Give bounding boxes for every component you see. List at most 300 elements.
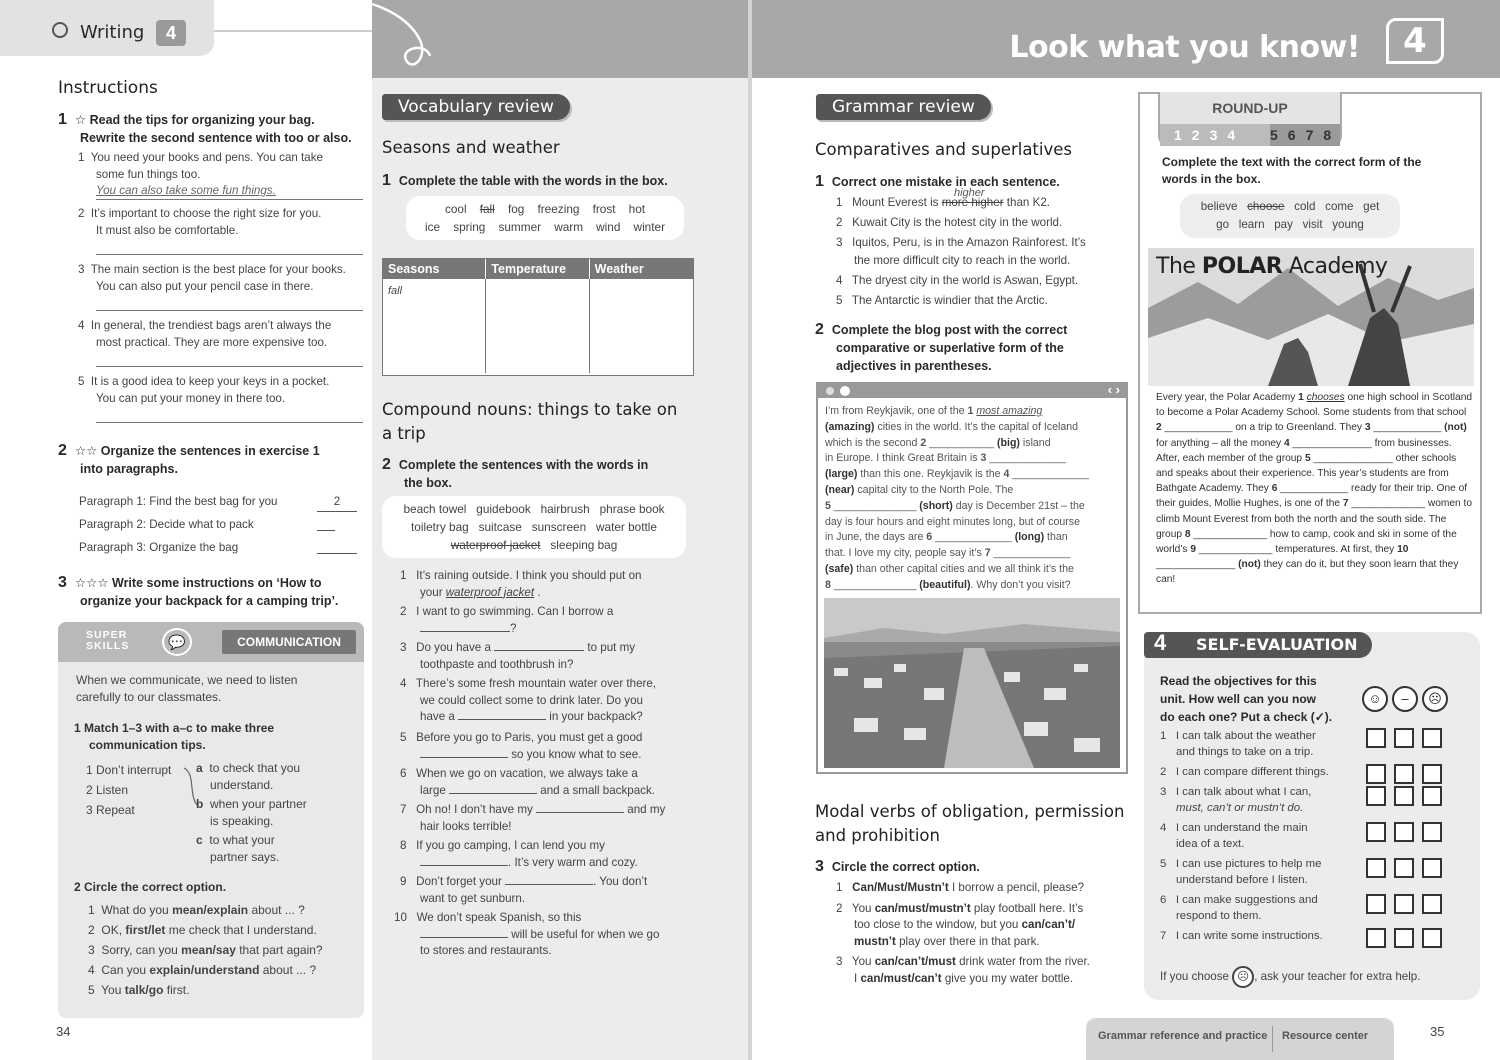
grammar-ex2-instructions (815, 321, 1125, 375)
rating-faces (1362, 686, 1448, 712)
communication-label: COMMUNICATION (222, 630, 356, 654)
item-number: 3 (88, 943, 95, 957)
item-text: I can write some instructions. (1175, 930, 1323, 942)
item-text: It’s raining outside. I think you should put on (416, 569, 642, 582)
objective-item (1160, 784, 1480, 820)
objective-item (1160, 764, 1480, 784)
word: toiletry bag (411, 520, 469, 534)
super-skills-panel (58, 622, 364, 1018)
modal-verbs-heading (815, 800, 1135, 848)
word-box-weather (406, 196, 684, 240)
list-item (78, 318, 363, 374)
item-text: Oh no! I don’t have my (416, 803, 533, 816)
item-text: play football here. It’s (970, 901, 1084, 915)
exercise-number: 1 (382, 172, 391, 189)
item-number: 1 (88, 903, 95, 917)
match-item: 3 Repeat (86, 803, 135, 817)
item-number: 2 (88, 923, 95, 937)
check-box[interactable] (1366, 928, 1386, 948)
instruction-text: the box. (404, 476, 452, 490)
item-text: want to get sunburn. (420, 891, 526, 905)
item-text: If you go camping, I can lend you my (416, 839, 605, 852)
item-text: You (101, 983, 125, 997)
exercise-number: 2 (815, 321, 824, 338)
item-text: In general, the trendiest bags aren’t always the (90, 319, 332, 332)
exercise-2-instructions (58, 442, 358, 478)
item-text: most practical. They are more expensive too. (96, 335, 328, 349)
option-choice[interactable]: mustn’t (854, 934, 896, 948)
word: summer (498, 220, 542, 234)
match-text: partner says. (210, 849, 280, 864)
item-number: 3 (1160, 786, 1167, 798)
vocab-ex2-sentences (394, 568, 690, 964)
self-evaluation-panel (1144, 632, 1480, 1000)
match-text: when your partner (210, 797, 307, 811)
self-eval-instructions (1160, 672, 1360, 726)
check-box[interactable] (1394, 928, 1414, 948)
comm-ex1-instructions (74, 720, 354, 754)
list-item (78, 150, 363, 206)
answer-blank[interactable] (458, 709, 546, 720)
item-number: 2 (836, 216, 843, 229)
instruction-text: Read the tips for organizing your bag. (89, 113, 315, 127)
item-number: 4 (88, 963, 95, 977)
item-text: Can you (101, 963, 150, 977)
item-text: in your backpack? (549, 710, 643, 723)
instruction-text: Organize the sentences in exercise 1 (100, 444, 320, 458)
unit-num: 1 (1174, 127, 1192, 143)
item-text: Paragraph 2: Decide what to pack (79, 518, 254, 531)
item-text: . You don’t (593, 875, 648, 888)
list-item (78, 374, 363, 430)
blog-post-window (816, 382, 1128, 774)
exercise-1-instructions (58, 111, 358, 147)
item-text: There’s some fresh mountain water over there, (415, 677, 657, 690)
list-item (78, 262, 363, 318)
word: sleeping bag (550, 538, 618, 552)
item-text: and my (627, 803, 666, 816)
instruction-text: Correct one mistake in each sentence. (831, 175, 1060, 189)
intro-text: carefully to our classmates. (76, 689, 222, 704)
item-text: . It’s very warm and cozy. (508, 855, 638, 869)
item-text: When we go on vacation, we always take a (416, 767, 638, 780)
answer-blank[interactable] (420, 927, 508, 938)
example-answer: You can also take some fun things. (96, 184, 276, 197)
answer-field[interactable]: 2 (317, 494, 357, 512)
list-item (836, 292, 1136, 310)
column-header: Temperature (486, 259, 589, 279)
item-text: Paragraph 3: Organize the bag (79, 541, 239, 554)
item-text: . (537, 585, 541, 599)
answer-line[interactable] (96, 199, 363, 200)
option-choice[interactable]: can/must/can’t (860, 971, 942, 985)
item-text: me check that I understand. (165, 923, 317, 937)
vocab-ex2-instructions (382, 456, 742, 492)
sad-face-icon: ☹ (1232, 966, 1254, 988)
table-cell[interactable] (486, 279, 589, 373)
answer-field[interactable] (317, 540, 357, 554)
answer-line[interactable] (96, 366, 363, 367)
item-text: have a (420, 710, 455, 723)
sentence-item (400, 568, 690, 604)
word: water bottle (595, 520, 657, 534)
super-skills-header (58, 622, 364, 662)
item-text: drink water from the river. (955, 955, 1090, 968)
arrows-icon[interactable]: ‹ › (1107, 382, 1120, 397)
item-number: 10 (394, 911, 407, 924)
item-text: You can also put your pencil case in there. (96, 279, 314, 293)
roundup-instructions (1162, 154, 1462, 188)
item-text: The dryest city in the world is Aswan, Egypt. (851, 274, 1079, 287)
item-number: 1 (400, 569, 407, 582)
progress-numbers (1160, 124, 1340, 146)
check-box[interactable] (1394, 894, 1414, 914)
objective-item (1160, 892, 1480, 928)
instruction-text: Write some instructions on ‘How to (112, 576, 322, 590)
item-text: I can use pictures to help me (1175, 858, 1322, 870)
completed-units (1160, 124, 1270, 146)
item-text: You (851, 901, 875, 915)
item-text: I can understand the main (1175, 822, 1308, 834)
unit-num: 4 (1227, 127, 1246, 143)
check-box[interactable] (1366, 894, 1386, 914)
option-choice[interactable]: explain/understand (149, 963, 260, 977)
word: warm (554, 220, 584, 234)
word: suitcase (478, 520, 522, 534)
answer-field[interactable] (317, 517, 335, 531)
option-choice[interactable]: Can/Must/Mustn’t (852, 881, 949, 894)
example-answer[interactable]: waterproof jacket (445, 585, 535, 599)
table-row (383, 279, 693, 373)
title-text: POLAR (1201, 254, 1283, 279)
answer-blank[interactable] (505, 874, 593, 885)
list-item (836, 194, 1136, 212)
instruction-text: communication tips. (89, 738, 206, 752)
exercise-number: 2 (58, 442, 67, 459)
word: come (1325, 200, 1354, 213)
instruction-text: Circle the correct option. (831, 860, 980, 874)
answer-line[interactable] (96, 254, 363, 255)
instruction-text: 1 Match 1–3 with a–c to make three (74, 721, 275, 735)
sentence-item (400, 730, 690, 766)
star-icon: ☆☆ (74, 444, 101, 458)
item-text: OK, (101, 923, 126, 937)
list-item (836, 234, 1136, 270)
page-number-left: 34 (56, 1024, 71, 1039)
item-number: 4 (400, 677, 407, 690)
grammar-ex3-list (836, 880, 1132, 987)
table-header-row (383, 259, 693, 279)
heading-text: a trip (382, 424, 426, 443)
item-text: Mount Everest is (852, 196, 942, 209)
check-box[interactable] (1422, 786, 1442, 806)
answer-blank[interactable] (420, 747, 508, 758)
neutral-face-icon: – (1392, 686, 1418, 712)
item-number: 7 (1160, 930, 1167, 942)
vocab-table (382, 258, 694, 376)
answer-blank[interactable] (494, 640, 584, 651)
item-number: 6 (400, 767, 407, 780)
match-letter: c (196, 833, 203, 847)
item-text: so you know what to see. (511, 747, 642, 761)
item-text: I (854, 971, 861, 985)
instruction-text: comparative or superlative form of the (836, 341, 1064, 355)
item-text: to stores and restaurants. (420, 944, 552, 957)
reykjavik-photo (824, 598, 1120, 768)
item-text: about ... ? (248, 903, 305, 917)
item-number: 6 (1160, 894, 1167, 906)
column-header: Weather (590, 259, 693, 279)
sentence-item (400, 874, 690, 910)
swirl-icon (52, 22, 68, 38)
roundup-panel (1138, 92, 1482, 614)
item-number: 7 (400, 803, 407, 816)
list-item (836, 272, 1136, 290)
vocab-ex1-instructions (382, 172, 742, 190)
table-cell[interactable] (590, 279, 693, 373)
item-text: You (851, 955, 875, 968)
column-header: Seasons (383, 259, 486, 279)
item-number: 4 (836, 274, 843, 287)
item-text: some fun things too. (96, 167, 201, 181)
answer-blank[interactable] (449, 783, 537, 794)
check-box[interactable] (1366, 858, 1386, 878)
word: hot (628, 202, 646, 216)
writing-tab (0, 0, 214, 56)
item-text: You need your books and pens. You can take (90, 151, 323, 164)
list-item: 3 You can/can’t/must drink water from the river. I can/must/can’t give you my water bottle. (836, 955, 1090, 985)
title-text: Academy (1282, 254, 1388, 279)
grammar-review-label: Grammar review (816, 94, 991, 120)
match-letter: a (196, 761, 203, 775)
instruction-text: Complete the blog post with the correct (831, 323, 1068, 337)
sentence-item (400, 766, 690, 802)
item-text: I can make suggestions and (1175, 894, 1318, 906)
list-item (88, 940, 358, 960)
match-item: 2 Listen (86, 783, 129, 797)
sentence-item (394, 910, 690, 964)
list-item: 1 Can/Must/Mustn’t I borrow a pencil, please? (836, 881, 1085, 894)
paragraph-list (79, 494, 359, 563)
exercise-number: 2 (382, 456, 391, 473)
item-number: 1 (836, 196, 843, 209)
item-text: The main section is the best place for your books. (90, 263, 346, 276)
check-box[interactable] (1422, 764, 1442, 784)
upcoming-units (1270, 124, 1340, 146)
option-choice[interactable]: can/can’t/ (1021, 918, 1076, 931)
item-text: I can compare different things. (1175, 766, 1329, 778)
check-box[interactable] (1366, 786, 1386, 806)
example-answer[interactable]: most amazing (976, 405, 1043, 417)
list-item (88, 960, 358, 980)
logo-text: SKILLS (86, 640, 130, 652)
check-box[interactable] (1366, 764, 1386, 784)
item-number: 1 (78, 151, 85, 164)
item-number: 4 (78, 319, 85, 332)
handwritten-correction: higher (954, 187, 985, 199)
word: sunscreen (531, 520, 587, 534)
polar-academy-text: Every year, the Polar Academy 1 chooses one high school in Scotland to become a Polar Academy School. Some students from that school 2 ____________ on a trip to Greenland. They 3 ____________ (not) for anything – all the money 4 ______________ from businesses. After, each member of the group 5 ______________ other schools and speaks about their experience. This year’s students are from Bathgate Academy. They 6 ____________ ready for their trip. One of their guides, Mollie Hughes, is one of the 7 _____________ women to climb Mount Everest from both the north and the south side. The group 8 _____________ how to camp, cook and ski in some of the world’s 9 _____________ temperatures. At first, they 10 ______________ (not) they can do it, but they soon learn that they can! (1156, 392, 1473, 586)
word: cool (444, 202, 467, 216)
word: guidebook (476, 502, 531, 516)
unit-number-badge: 4 (1386, 18, 1444, 64)
word: pay (1274, 218, 1293, 231)
item-number: 2 (400, 605, 407, 618)
item-text: and things to take on a trip. (1176, 746, 1314, 758)
page-title: Look what you know! (1009, 30, 1360, 65)
option-choice[interactable]: mean/say (181, 943, 236, 957)
objective-item (1160, 928, 1480, 964)
check-box[interactable] (1422, 728, 1442, 748)
option-choice[interactable]: can/must/mustn’t (874, 901, 971, 915)
match-left-list (86, 760, 196, 820)
answer-blank[interactable] (420, 621, 510, 632)
heading-text: and prohibition (815, 826, 940, 845)
word: hairbrush (540, 502, 590, 516)
grammar-ex1-list (836, 194, 1136, 310)
title-text: The (1156, 254, 1202, 279)
instruction-text: Complete the table with the words in the box. (398, 174, 668, 188)
item-text: we could collect some to drink later. Do you (420, 693, 643, 707)
comm-ex2-instructions: 2 Circle the correct option. (74, 880, 227, 894)
option-choice[interactable]: mean/explain (172, 903, 249, 917)
check-box[interactable] (1394, 858, 1414, 878)
item-text: too close to the window, but you (854, 918, 1022, 931)
star-icon: ☆ (74, 113, 90, 127)
list-item (79, 540, 359, 563)
unit-num: 6 (1287, 127, 1306, 143)
match-text: to what your (209, 833, 275, 847)
check-box[interactable] (1422, 858, 1442, 878)
item-number: 8 (400, 839, 407, 852)
option-choice[interactable]: talk/go (124, 983, 164, 997)
item-text: toothpaste and toothbrush in? (420, 657, 574, 671)
unit-number: 4 (1154, 630, 1167, 655)
item-text: must, can’t or mustn’t do. (1176, 802, 1304, 814)
item-text: I can talk about the weather (1175, 730, 1316, 742)
check-box[interactable] (1394, 764, 1414, 784)
item-text: You can put your money in there too. (96, 391, 286, 405)
check-box[interactable] (1394, 728, 1414, 748)
item-text: Sorry, can you (101, 943, 182, 957)
resource-center-link[interactable]: Resource center (1282, 1030, 1369, 1042)
word: ice (424, 220, 441, 234)
footer-links (1086, 1018, 1394, 1060)
item-number: 3 (836, 236, 843, 249)
item-text: I borrow a pencil, please? (948, 881, 1085, 894)
instruction-text: adjectives in parentheses. (836, 359, 992, 373)
section-heading: Instructions (58, 78, 158, 98)
happy-face-icon: ☺ (1362, 686, 1388, 712)
word: cold (1294, 200, 1316, 213)
list-item: 2 You can/must/mustn’t play football here. It’s too close to the window, but you can/can’t/ mustn’t play over there in that park. (836, 901, 1084, 948)
answer-blank[interactable] (420, 855, 508, 866)
match-right-list (196, 760, 356, 868)
list-item (88, 920, 358, 940)
unit-num: 5 (1270, 127, 1288, 143)
objective-item (1160, 728, 1480, 764)
item-text: give you my water bottle. (941, 971, 1074, 985)
note-text: If you choose (1160, 970, 1229, 984)
star-icon: ☆☆☆ (74, 576, 112, 590)
word: freezing (537, 202, 580, 216)
roundup-title: ROUND-UP (1212, 100, 1288, 116)
word: choose (1247, 200, 1285, 213)
answer-line[interactable] (96, 422, 363, 423)
self-eval-title: SELF-EVALUATION (1196, 635, 1358, 654)
extra-help-note (1160, 966, 1420, 988)
tab-label: Writing (80, 22, 145, 43)
check-box[interactable] (1422, 928, 1442, 948)
item-text: We don’t speak Spanish, so this (416, 911, 582, 924)
option-choice[interactable]: first/let (125, 923, 166, 937)
item-number: 1 (1160, 730, 1167, 742)
match-text: is speaking. (210, 813, 274, 828)
item-text: Do you have a (416, 641, 491, 654)
instruction-text: Complete the sentences with the words in (398, 458, 649, 472)
word: get (1363, 200, 1380, 213)
list-item (836, 214, 1136, 232)
option-choice[interactable]: can/can’t/must (874, 955, 956, 968)
item-text: Don’t forget your (416, 875, 502, 888)
window-dot-icon (840, 386, 850, 396)
item-text: I can talk about what I can, (1175, 786, 1312, 798)
item-text: Iquitos, Peru, is in the Amazon Rainforest. It’s (852, 236, 1086, 249)
word: believe (1200, 200, 1238, 213)
item-number: 5 (1160, 858, 1167, 870)
page-gutter (748, 0, 752, 1060)
window-dot-icon (826, 387, 834, 395)
item-text: hair looks terrible! (420, 819, 512, 833)
answer-line[interactable] (96, 310, 363, 311)
answer-blank[interactable] (536, 802, 624, 813)
word: spring (453, 220, 486, 234)
item-text: Before you go to Paris, you must get a good (416, 731, 643, 744)
item-text: the more difficult city to reach in the world. (854, 254, 1071, 267)
word: visit (1302, 218, 1323, 231)
word: waterproof jacket (450, 538, 541, 552)
word: beach towel (403, 502, 467, 516)
item-number: 9 (400, 875, 407, 888)
item-text: about ... ? (259, 963, 317, 977)
check-box[interactable] (1422, 822, 1442, 842)
list-item (79, 494, 359, 517)
item-number: 3 (400, 641, 407, 654)
check-box[interactable] (1366, 822, 1386, 842)
exercise-1-items (78, 150, 363, 430)
check-box[interactable] (1422, 894, 1442, 914)
exercise-number: 3 (58, 574, 67, 591)
instruction-text: do each one? Put a check (✓). (1160, 710, 1333, 724)
check-box[interactable] (1394, 822, 1414, 842)
item-text: than K2. (1003, 196, 1050, 209)
sentence-item (400, 640, 690, 676)
word: go (1216, 218, 1230, 231)
polar-academy-title (1156, 254, 1387, 279)
example-answer[interactable]: chooses (1306, 392, 1345, 403)
logo-text: SUPER (86, 629, 128, 641)
objective-item (1160, 856, 1480, 892)
check-box[interactable] (1366, 728, 1386, 748)
match-item: 1 Don’t interrupt (86, 763, 172, 777)
roundup-word-box (1180, 194, 1400, 238)
table-cell[interactable]: fall (383, 279, 486, 373)
grammar-reference-link[interactable]: Grammar reference and practice (1098, 1030, 1268, 1042)
item-text: and a small backpack. (540, 783, 655, 797)
unit-num: 7 (1305, 127, 1324, 143)
check-box[interactable] (1394, 786, 1414, 806)
item-number: 3 (78, 263, 85, 276)
